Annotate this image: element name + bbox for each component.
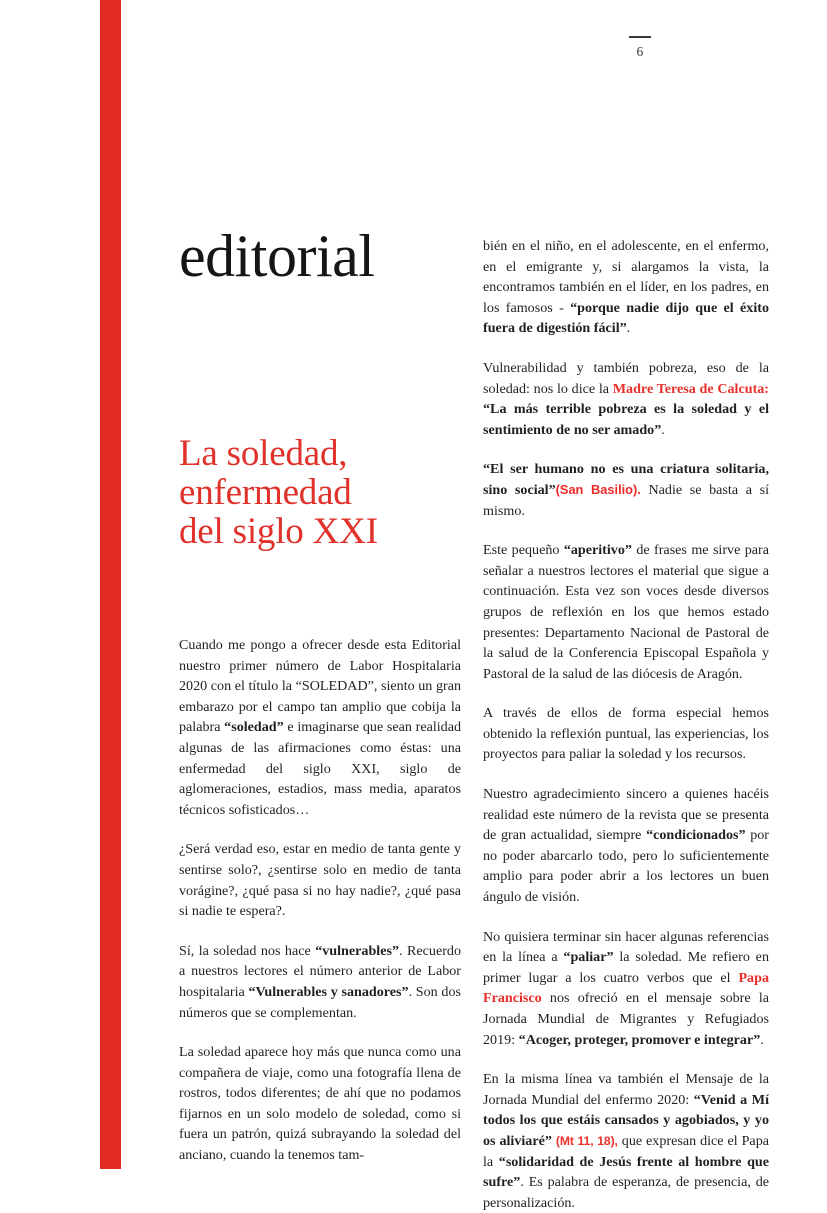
text-run: No quisiera terminar sin hacer algunas referencias en la línea a bbox=[483, 928, 769, 966]
text-run: Este pequeño bbox=[483, 542, 564, 559]
text-run: “Venid a Mí todos los que estáis cansados y agobiados, y yo os aliviaré” bbox=[483, 1091, 770, 1149]
text-run: “condicionados” bbox=[646, 827, 746, 844]
text-run: “Vulnerables y sanadores” bbox=[248, 983, 409, 1000]
paragraph bbox=[179, 635, 461, 820]
paragraph bbox=[483, 540, 769, 684]
text-run: “vulnerables” bbox=[315, 942, 399, 959]
text-run: (Mt 11, 18), bbox=[555, 1133, 618, 1148]
paragraph bbox=[483, 236, 769, 339]
text-run: e imaginarse que sean realidad algunas de las afirmaciones como éstas: una enfermedad del siglo XXI, siglo de aglomeraciones, estadios, mass media, aparatos técnicos sofisticados… bbox=[179, 719, 462, 818]
text-run: . Recuerdo a nuestros lectores el número anterior de Labor hospitalaria bbox=[179, 942, 461, 1000]
text-run: (San Basilio). bbox=[555, 481, 641, 497]
text-run: Nadie se basta a sí mismo. bbox=[483, 481, 770, 519]
text-run: nos ofreció en el mensaje sobre la Jornada Mundial de Migrantes y Refugiados 2019: bbox=[483, 990, 769, 1048]
paragraph bbox=[179, 941, 461, 1023]
folio-number: 6 bbox=[636, 43, 644, 59]
text-run: . Es palabra de esperanza, de presencia, de personalización. bbox=[483, 1174, 769, 1211]
paragraph bbox=[483, 784, 769, 908]
paragraph bbox=[483, 358, 769, 440]
text-run: . bbox=[661, 421, 665, 438]
text-run: Papa Francisco bbox=[483, 969, 769, 1007]
text-run: “aperitivo” bbox=[563, 542, 632, 559]
text-run: La soledad aparece hoy más que nunca como una compañera de viaje, como una fotografía llena de rostros, todos diferentes; de ahí que no podamos fijarnos en un solo modelo de soledad, como si fuera un patrón, quizá subrayando la soledad del anciano, cuando la tenemos tam- bbox=[179, 1044, 461, 1164]
text-run: por no poder abarcarlo todo, pero lo suficientemente amplio para poder abrir a los lectores un buen ángulo de visión. bbox=[483, 827, 769, 906]
text-run: Vulnerabilidad y también pobreza, eso de la soledad: nos lo dice la bbox=[483, 359, 769, 397]
text-run: “soledad” bbox=[224, 719, 284, 736]
paragraph bbox=[483, 927, 769, 1051]
article-title-line-2: enfermedad bbox=[179, 472, 352, 513]
text-run: Cuando me pongo a ofrecer desde esta Editorial nuestro primer número de Labor Hospitalaria 2020 con el título la “SOLEDAD”, siento un gran embarazo por el campo tan amplio que cobija la palabra bbox=[179, 637, 461, 736]
article-title bbox=[179, 434, 479, 551]
left-red-spine-bar bbox=[100, 0, 121, 1169]
text-run: “paliar” bbox=[563, 949, 614, 966]
text-run: de frases me sirve para señalar a nuestros lectores el material que sigue a continuación. Esta vez son voces desde diversos grupos de reflexión en los que hemos estado presentes: Departamento Nacional de Pastoral de la salud de la Conferencia Episcopal Española y Pastoral de la salud de las diócesis de Aragón. bbox=[483, 542, 769, 682]
paragraph bbox=[483, 459, 769, 521]
text-run: Madre Teresa de Calcuta: bbox=[612, 380, 770, 397]
page-folio bbox=[612, 36, 668, 58]
text-run: “Acoger, proteger, promover e integrar” bbox=[518, 1031, 761, 1048]
text-run: . bbox=[626, 320, 631, 337]
right-text-column bbox=[483, 236, 769, 1213]
text-run: . bbox=[760, 1031, 764, 1048]
article-title-line-3: del siglo XXI bbox=[179, 511, 378, 552]
paragraph bbox=[483, 1069, 769, 1213]
left-text-column bbox=[179, 635, 461, 1166]
text-run: “El ser humano no es una criatura solitaria, sino social” bbox=[483, 461, 769, 498]
paragraph bbox=[179, 839, 461, 921]
text-run: ¿Será verdad eso, estar en medio de tanta gente y sentirse solo?, ¿sentirse solo en medio de tanta vorágine?, ¿qué pasa si no hay nadie?, ¿qué pasa si nadie te espera?. bbox=[179, 841, 461, 920]
folio-rule-icon bbox=[629, 36, 651, 38]
text-run: Sí, la soledad nos hace bbox=[179, 942, 316, 959]
masthead-editorial: editorial bbox=[179, 223, 375, 289]
paragraph bbox=[179, 1042, 461, 1166]
text-run: “La más terrible pobreza es la soledad y el sentimiento de no ser amado” bbox=[483, 401, 769, 438]
article-title-line-1: La soledad, bbox=[179, 433, 348, 474]
paragraph bbox=[483, 703, 769, 765]
text-run: “solidaridad de Jesús frente al hombre que sufre” bbox=[483, 1153, 769, 1191]
text-run: A través de ellos de forma especial hemos obtenido la reflexión puntual, las experiencias, los proyectos para paliar la soledad y los recursos. bbox=[483, 705, 769, 763]
text-run: que expresan dice el Papa la bbox=[483, 1132, 769, 1170]
text-run: bién en el niño, en el adolescente, en el enfermo, en el emigrante y, si alargamos la vista, la encontramos también en el líder, en los padres, en los famosos - bbox=[483, 238, 769, 316]
text-run: “porque nadie dijo que el éxito fuera de digestión fácil” bbox=[483, 299, 769, 337]
text-run: la soledad. Me refiero en primer lugar a los cuatro verbos que el bbox=[483, 949, 769, 986]
text-run: Nuestro agradecimiento sincero a quienes hacéis realidad este número de la revista que se presenta de gran actualidad, siempre bbox=[483, 786, 769, 844]
text-run: En la misma línea va también el Mensaje de la Jornada Mundial del enfermo 2020: bbox=[483, 1071, 769, 1108]
text-run: . Son dos números que se complementan. bbox=[179, 983, 461, 1021]
